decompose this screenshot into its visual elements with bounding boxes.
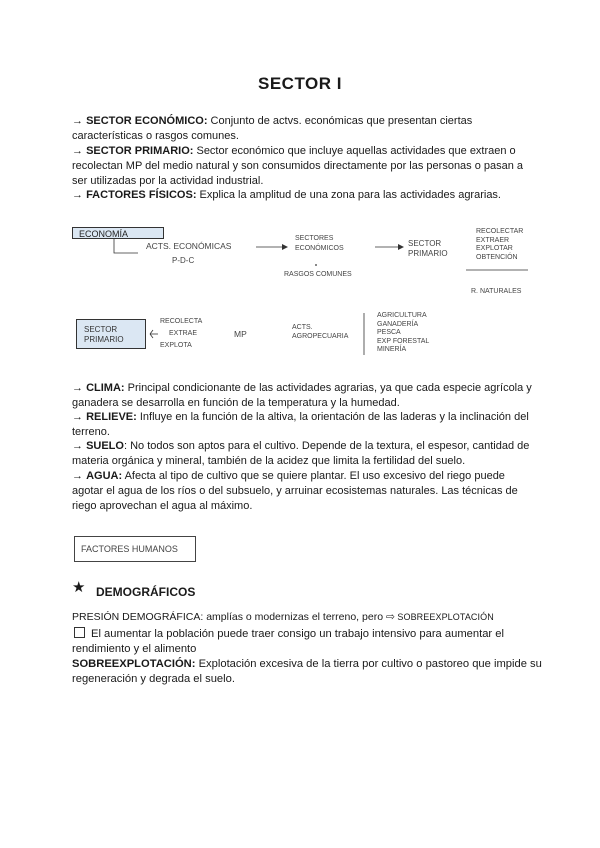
arrow-icon: → <box>72 440 87 452</box>
sector-primario-box <box>76 319 146 349</box>
term: SECTOR PRIMARIO: <box>86 145 194 157</box>
economia-box: ECONOMÍA <box>72 227 164 239</box>
presion-label: PRESIÓN DEMOGRÁFICA <box>72 611 201 623</box>
arrow-icon: → <box>72 382 87 394</box>
factor-relieve <box>72 410 534 440</box>
term: SUELO <box>86 440 124 452</box>
checkbox-icon <box>74 627 85 638</box>
definition-sobreexplotacion <box>72 657 542 687</box>
list-item: RECOLECTA <box>160 318 203 325</box>
factor-agua <box>72 469 534 515</box>
term: FACTORES FÍSICOS: <box>86 189 197 201</box>
arrow-icon: → <box>72 411 87 423</box>
factor-text: : No todos son aptos para el cultivo. Depende de la textura, el espesor, cantidad de materia orgánica y mineral, también de la acidez que limita la fertilidad del suelo. <box>72 440 530 468</box>
presion-demografica-line <box>72 611 542 623</box>
factor-text: Principal condicionante de las actividades agrarias, ya que cada especie agrícola y ganadera se desarrolla en función de la temperatura y la humedad. <box>72 382 532 410</box>
rasgos-comunes-label: RASGOS COMUNES <box>284 271 352 278</box>
definition-text: Conjunto de actvs. económicas que presentan ciertas características o rasgos comunes. <box>72 115 473 143</box>
list-item: GANADERÍA <box>377 320 419 328</box>
recursos-naturales-label: R. NATURALES <box>471 288 522 295</box>
arrow-icon: → <box>72 189 87 201</box>
factor-text: Influye en la función de la altiva, la orientación de las laderas y la inclinación del terreno. <box>72 411 529 439</box>
acts-agropecuaria-label <box>292 324 348 341</box>
line: ACTS. <box>292 324 313 331</box>
term: CLIMA: <box>86 382 125 394</box>
list-item: EXPLOTA <box>160 342 192 349</box>
actions-list <box>476 228 523 262</box>
double-arrow-icon: ⇨ <box>385 611 395 623</box>
pdc-label: P-D-C <box>172 256 195 265</box>
page-title: SECTOR I <box>258 74 342 93</box>
sectores-economicos-label <box>295 234 344 253</box>
list-item: RECOLECTAR <box>476 228 524 235</box>
acts-economicas-label: ACTS. ECONÓMICAS <box>146 241 232 251</box>
factores-humanos-box: FACTORES HUMANOS <box>74 536 196 562</box>
definition-text: Explotación excesiva de la tierra por cultivo o pastoreo que impide su regeneración y degrada el suelo. <box>72 658 542 686</box>
line: SECTOR <box>408 239 442 248</box>
demograficos-heading: DEMOGRÁFICOS <box>96 585 196 599</box>
presion-result: SOBREEXPLOTACIÓN <box>394 612 494 622</box>
verbs-list <box>160 316 202 352</box>
term: AGUA: <box>86 470 123 482</box>
arrow-icon: → <box>72 115 87 127</box>
line: AGROPECUARIA <box>292 332 349 340</box>
presion-text: : amplías o modernizas el terreno, pero <box>200 611 386 623</box>
line: ECONÓMICOS <box>295 244 344 252</box>
list-item: MINERÍA <box>377 346 407 354</box>
factor-text: Afecta al tipo de cultivo que se quiere plantar. El uso excesivo del riego puede agotar el agua de los ríos o del subsuelo, y arruinar ecosistemas naturales. Las técnicas de riego aprovechan el agua al máximo. <box>72 470 518 513</box>
list-item: EXTRAE <box>169 330 198 337</box>
term: RELIEVE: <box>86 411 137 423</box>
term: SECTOR ECONÓMICO: <box>86 115 208 127</box>
arrow-icon: → <box>72 145 87 157</box>
list-item: EXTRAER <box>476 236 510 244</box>
activities-list <box>377 312 429 355</box>
consequence-item <box>72 627 542 657</box>
list-item: EXP FORESTAL <box>377 337 430 345</box>
line: PRIMARIO <box>84 334 124 344</box>
list-item: PESCA <box>377 329 401 337</box>
list-item: AGRICULTURA <box>377 312 427 319</box>
factor-suelo <box>72 439 534 469</box>
definition-text: Explica la amplitud de una zona para las actividades agrarias. <box>196 189 501 201</box>
list-item: OBTENCIÓN <box>476 253 518 261</box>
term: SOBREEXPLOTACIÓN: <box>72 658 196 670</box>
line: SECTOR <box>84 325 118 334</box>
star-icon: ★ <box>72 579 86 596</box>
factor-clima <box>72 381 534 411</box>
sector-primario-label <box>408 239 448 258</box>
mp-label: MP <box>234 329 247 339</box>
definition-text: Sector económico que incluye aquellas actividades que extraen o recolectan MP del medio natural y son consumidos directamente por las personas o pasan a ser utilizadas por la actividad industrial. <box>72 145 524 188</box>
line: PRIMARIO <box>408 248 448 258</box>
arrow-icon: → <box>72 470 87 482</box>
line: SECTORES <box>295 235 334 242</box>
list-item: EXPLOTAR <box>476 245 513 252</box>
consequence-text: El aumentar la población puede traer consigo un trabajo intensivo para aumentar el rendimiento y el alimento <box>72 628 504 656</box>
